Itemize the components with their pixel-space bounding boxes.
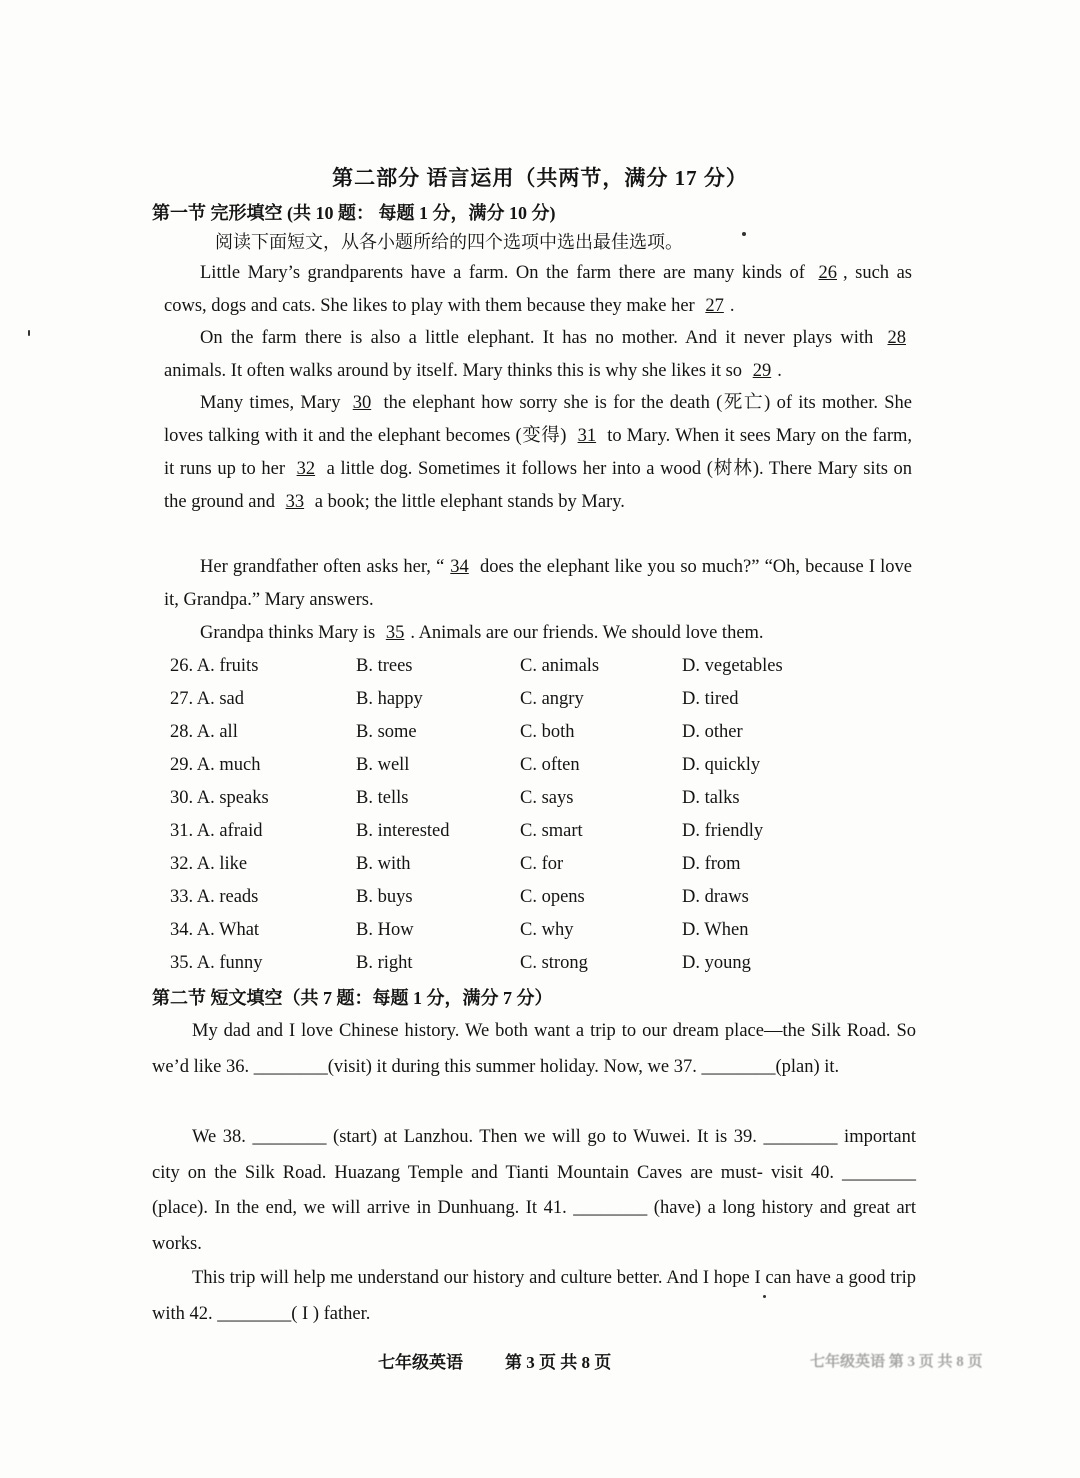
cloze-paragraph-5: Grandpa thinks Mary is 35 . Animals are our friends. We should love them.	[200, 623, 764, 643]
option-row-28	[170, 717, 870, 750]
part-title: 第二部分 语言运用（共两节，满分 17 分）	[332, 166, 748, 190]
option-d: D. vegetables	[682, 656, 783, 676]
blank-28: 28	[887, 328, 906, 348]
option-row-27	[170, 684, 870, 717]
blank-34: 34	[450, 557, 469, 577]
footer-page-number: 第 3 页 共 8 页	[505, 1353, 612, 1372]
blank-32: 32	[296, 459, 316, 479]
option-a: 32. A. like	[170, 854, 248, 874]
option-a: 35. A. funny	[170, 953, 263, 973]
option-a: 28. A. all	[170, 722, 238, 742]
option-c: C. for	[520, 854, 564, 874]
section1-instruction: 阅读下面短文，从各小题所给的四个选项中选出最佳选项。	[215, 232, 683, 252]
option-b: B. with	[356, 854, 411, 874]
fill-paragraph-2: We 38. ________ (start) at Lanzhou. Then we will go to Wuwei. It is 39. ________ important city on the Silk Road. Huazang Temple and Tianti Mountain Caves are must- visit 40. ________ (place). In the end, we will arrive in Dunhuang. It 41. ________ (have) a long history and great art works.	[152, 1127, 916, 1254]
option-d: D. draws	[682, 887, 749, 907]
cloze-paragraph-2: On the farm there is also a little elephant. It has no mother. And it never plays with 28 animals. It often walks around by itself. Mary thinks this is why she likes it so 29 .	[164, 322, 912, 388]
ink-speck	[28, 330, 30, 336]
option-d: D. friendly	[682, 821, 764, 841]
option-a: 29. A. much	[170, 755, 261, 775]
option-b: B. tells	[356, 788, 409, 808]
option-row-29	[170, 750, 870, 783]
option-d: D. quickly	[682, 755, 761, 775]
blank-40: ________	[842, 1162, 916, 1183]
blank-26: 26	[818, 263, 837, 283]
option-row-26	[170, 651, 870, 684]
ink-speck	[763, 1295, 766, 1298]
option-b: B. trees	[356, 656, 413, 676]
option-d: D. tired	[682, 689, 739, 709]
option-a: 34. A. What	[170, 920, 260, 940]
option-c: C. animals	[520, 656, 600, 676]
option-c: C. why	[520, 920, 574, 940]
footer-bleed-through: 七年级英语 第 3 页 共 8 页	[810, 1354, 983, 1370]
option-row-34	[170, 915, 870, 948]
option-d: D. young	[682, 953, 751, 973]
option-c: C. smart	[520, 821, 583, 841]
option-b: B. interested	[356, 821, 450, 841]
blank-30: 30	[352, 393, 372, 413]
blank-41: ________	[573, 1198, 648, 1218]
blank-27: 27	[705, 296, 724, 316]
option-row-33	[170, 882, 870, 915]
blank-38: ________	[252, 1127, 327, 1147]
option-c: C. strong	[520, 953, 588, 973]
section2-heading: 第二节 短文填空（共 7 题：每题 1 分，满分 7 分）	[152, 988, 553, 1008]
blank-36: ________	[253, 1056, 328, 1077]
option-d: D. talks	[682, 788, 740, 808]
blank-31: 31	[577, 426, 597, 446]
option-b: B. well	[356, 755, 410, 775]
option-c: C. opens	[520, 887, 585, 907]
section1-heading: 第一节 完形填空 (共 10 题： 每题 1 分，满分 10 分)	[152, 203, 556, 223]
option-row-32	[170, 849, 870, 882]
option-c: C. angry	[520, 689, 584, 709]
blank-42: ________	[217, 1303, 292, 1324]
option-c: C. says	[520, 788, 574, 808]
option-row-35	[170, 948, 870, 981]
option-a: 26. A. fruits	[170, 656, 259, 676]
option-d: D. from	[682, 854, 741, 874]
option-c: C. both	[520, 722, 575, 742]
option-b: B. buys	[356, 887, 413, 907]
ink-speck	[742, 232, 746, 236]
blank-29: 29	[752, 361, 772, 381]
option-a: 33. A. reads	[170, 887, 259, 907]
blank-35: 35	[385, 623, 405, 643]
option-a: 27. A. sad	[170, 689, 244, 709]
blank-37: ________	[701, 1056, 776, 1077]
cloze-paragraph-4: Her grandfather often asks her, “ 34 does the elephant like you so much?” “Oh, because I love it, Grandpa.” Mary answers.	[164, 557, 912, 610]
page-footer	[378, 1348, 653, 1373]
blank-33: 33	[285, 492, 305, 512]
option-d: D. other	[682, 722, 743, 742]
fill-paragraph-1: My dad and I love Chinese history. We both want a trip to our dream place—the Silk Road. So we’d like 36. ________(visit) it during this summer holiday. Now, we 37. ________(plan) it.	[152, 1021, 916, 1077]
option-row-30	[170, 783, 870, 816]
fill-paragraph-3: This trip will help me understand our history and culture better. And I hope I can have a good trip with 42. ________( I ) father.	[152, 1268, 916, 1324]
option-a: 30. A. speaks	[170, 788, 269, 808]
option-b: B. right	[356, 953, 413, 973]
cloze-paragraph-3: Many times, Mary 30 the elephant how sorry she is for the death (死亡) of its mother. She loves talking with it and the elephant becomes (变得) 31 to Mary. When it sees Mary on the farm, it runs up to her 32 a little dog. Sometimes it follows her into a wood (树林). There Mary sits on the ground and 33 a book; the little elephant stands by Mary.	[164, 393, 912, 512]
options-list	[170, 651, 870, 981]
option-b: B. happy	[356, 689, 423, 709]
option-row-31	[170, 816, 870, 849]
option-a: 31. A. afraid	[170, 821, 263, 841]
option-c: C. often	[520, 755, 580, 775]
footer-subject: 七年级英语	[378, 1353, 463, 1372]
option-b: B. some	[356, 722, 417, 742]
cloze-paragraph-1: Little Mary’s grandparents have a farm. On the farm there are many kinds of 26 , such as cows, dogs and cats. She likes to play with them because they make her 27 .	[164, 263, 912, 316]
option-b: B. How	[356, 920, 414, 940]
option-d: D. When	[682, 920, 749, 940]
blank-39: ________	[763, 1127, 838, 1147]
